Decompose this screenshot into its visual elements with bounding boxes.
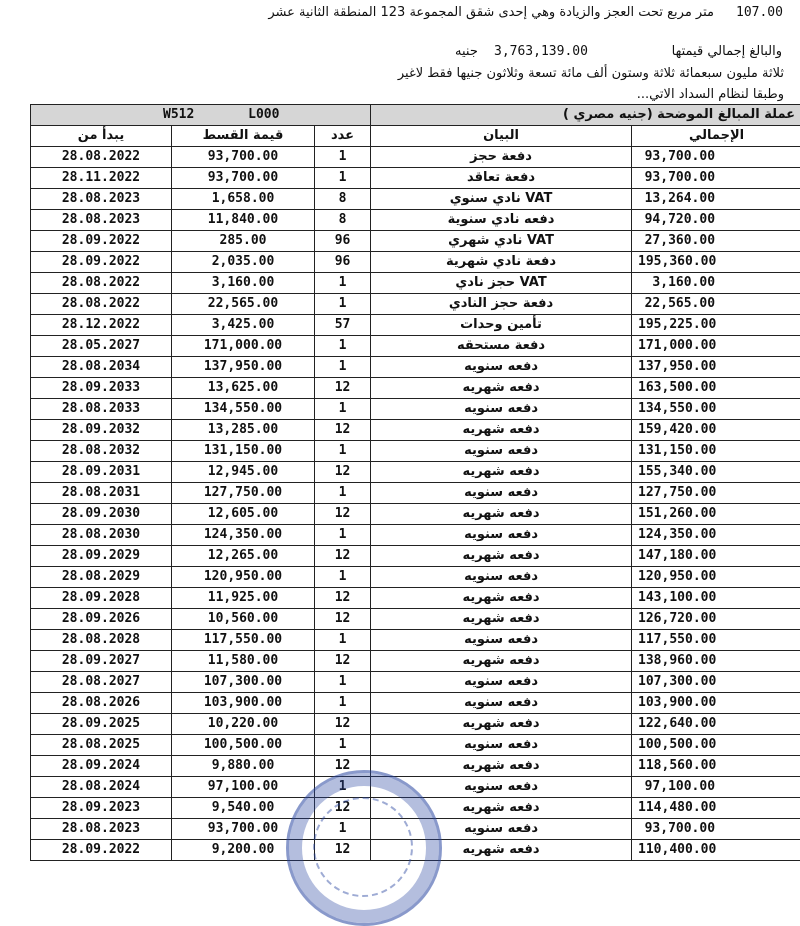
cell-installment: 93,700.00 [172, 819, 315, 840]
cell-description: دفعة نادي شهرية [371, 252, 632, 273]
table-row [31, 840, 800, 861]
total-in-words: ثلاثة مليون سبعمائة ثلاثة وستون ألف مائة تسعة وثلاثون جنيها فقط لاغير [398, 66, 784, 81]
cell-total: 171,000.00 [632, 336, 800, 357]
cell-total: 100,500.00 [632, 735, 800, 756]
cell-installment: 10,560.00 [172, 609, 315, 630]
cell-start-date: 28.09.2030 [31, 504, 172, 525]
cell-description: دفعه شهريه [371, 588, 632, 609]
cell-total: 93,700.00 [632, 147, 800, 168]
payment-note: وطبقا لنظام السداد الاتي... [637, 87, 784, 102]
cell-description: VAT نادي سنوي [371, 189, 632, 210]
cell-total: 107,300.00 [632, 672, 800, 693]
cell-count: 1 [315, 399, 371, 420]
cell-start-date: 28.09.2032 [31, 420, 172, 441]
cell-start-date: 28.08.2024 [31, 777, 172, 798]
cell-count: 1 [315, 693, 371, 714]
area-line [0, 5, 800, 25]
table-row [31, 777, 800, 798]
cell-start-date: 28.08.2026 [31, 693, 172, 714]
total-label: والبالغ إجمالي قيمتها [672, 44, 782, 59]
cell-total: 155,340.00 [632, 462, 800, 483]
table-row [31, 504, 800, 525]
cell-start-date: 28.08.2023 [31, 210, 172, 231]
cell-count: 12 [315, 462, 371, 483]
table-row [31, 756, 800, 777]
cell-installment: 11,580.00 [172, 651, 315, 672]
cell-total: 27,360.00 [632, 231, 800, 252]
table-row [31, 525, 800, 546]
cell-start-date: 28.08.2025 [31, 735, 172, 756]
cell-description: دفعه شهريه [371, 840, 632, 861]
cell-total: 143,100.00 [632, 588, 800, 609]
cell-description: دفعه سنويه [371, 399, 632, 420]
cell-installment: 22,565.00 [172, 294, 315, 315]
cell-description: دفعه سنويه [371, 672, 632, 693]
cell-installment: 12,265.00 [172, 546, 315, 567]
cell-count: 1 [315, 336, 371, 357]
cell-count: 1 [315, 441, 371, 462]
table-row [31, 735, 800, 756]
cell-start-date: 28.08.2023 [31, 189, 172, 210]
table-row [31, 567, 800, 588]
cell-total: 126,720.00 [632, 609, 800, 630]
cell-description: دفعه نادي سنوية [371, 210, 632, 231]
cell-installment: 171,000.00 [172, 336, 315, 357]
cell-description: دفعه سنويه [371, 441, 632, 462]
cell-installment: 137,950.00 [172, 357, 315, 378]
column-header-description: البيان [371, 126, 632, 147]
cell-count: 12 [315, 798, 371, 819]
cell-start-date: 28.09.2022 [31, 840, 172, 861]
cell-description: دفعة مستحقه [371, 336, 632, 357]
area-value: 107.00 [736, 5, 783, 20]
cell-start-date: 28.08.2034 [31, 357, 172, 378]
cell-count: 12 [315, 504, 371, 525]
cell-start-date: 28.08.2027 [31, 672, 172, 693]
cell-start-date: 28.08.2022 [31, 294, 172, 315]
cell-start-date: 28.09.2025 [31, 714, 172, 735]
table-row [31, 315, 800, 336]
table-row [31, 546, 800, 567]
table-row [31, 189, 800, 210]
total-currency: جنيه [455, 44, 478, 59]
unit-codes-cell [31, 105, 371, 126]
cell-total: 120,950.00 [632, 567, 800, 588]
cell-count: 12 [315, 651, 371, 672]
cell-count: 12 [315, 378, 371, 399]
cell-count: 1 [315, 147, 371, 168]
cell-installment: 10,220.00 [172, 714, 315, 735]
table-header-row [31, 126, 800, 147]
cell-description: دفعه شهريه [371, 756, 632, 777]
cell-description: دفعه سنويه [371, 483, 632, 504]
table-row [31, 399, 800, 420]
cell-total: 110,400.00 [632, 840, 800, 861]
currency-note: عملة المبالغ الموضحة (جنيه مصري ) [371, 105, 800, 126]
cell-total: 138,960.00 [632, 651, 800, 672]
cell-start-date: 28.12.2022 [31, 315, 172, 336]
cell-count: 8 [315, 189, 371, 210]
cell-count: 12 [315, 609, 371, 630]
cell-count: 12 [315, 588, 371, 609]
cell-count: 1 [315, 525, 371, 546]
cell-description: دفعه سنويه [371, 777, 632, 798]
cell-count: 1 [315, 483, 371, 504]
cell-start-date: 28.08.2028 [31, 630, 172, 651]
table-row [31, 294, 800, 315]
cell-count: 1 [315, 567, 371, 588]
table-row [31, 483, 800, 504]
cell-count: 96 [315, 252, 371, 273]
cell-description: دفعة تعاقد [371, 168, 632, 189]
unit-code-1: W512 [163, 105, 194, 125]
table-row [31, 231, 800, 252]
table-row [31, 798, 800, 819]
cell-count: 12 [315, 546, 371, 567]
cell-total: 22,565.00 [632, 294, 800, 315]
cell-installment: 100,500.00 [172, 735, 315, 756]
table-row [31, 672, 800, 693]
cell-total: 122,640.00 [632, 714, 800, 735]
table-row [31, 273, 800, 294]
table-row [31, 441, 800, 462]
column-header-total: الإجمالي [632, 126, 800, 147]
total-line [0, 44, 800, 64]
cell-start-date: 28.08.2029 [31, 567, 172, 588]
cell-description: دفعه شهريه [371, 714, 632, 735]
cell-description: VAT حجز نادي [371, 273, 632, 294]
table-row [31, 630, 800, 651]
cell-installment: 11,840.00 [172, 210, 315, 231]
table-row [31, 252, 800, 273]
cell-description: دفعه شهريه [371, 378, 632, 399]
cell-description: دفعه سنويه [371, 525, 632, 546]
cell-total: 103,900.00 [632, 693, 800, 714]
cell-start-date: 28.08.2031 [31, 483, 172, 504]
cell-count: 1 [315, 777, 371, 798]
cell-count: 8 [315, 210, 371, 231]
payment-note-line [0, 87, 800, 105]
total-in-words-line [0, 66, 800, 86]
cell-description: دفعه سنويه [371, 735, 632, 756]
cell-total: 13,264.00 [632, 189, 800, 210]
cell-installment: 9,540.00 [172, 798, 315, 819]
cell-start-date: 28.09.2023 [31, 798, 172, 819]
cell-installment: 285.00 [172, 231, 315, 252]
table-row [31, 714, 800, 735]
cell-start-date: 28.09.2033 [31, 378, 172, 399]
cell-description: دفعه شهريه [371, 609, 632, 630]
cell-start-date: 28.09.2022 [31, 231, 172, 252]
cell-count: 12 [315, 714, 371, 735]
cell-total: 114,480.00 [632, 798, 800, 819]
table-band-row [31, 105, 800, 126]
cell-description: دفعه شهريه [371, 462, 632, 483]
column-header-count: عدد [315, 126, 371, 147]
cell-total: 137,950.00 [632, 357, 800, 378]
cell-description: دفعه سنويه [371, 693, 632, 714]
cell-description: دفعة حجز [371, 147, 632, 168]
cell-count: 1 [315, 273, 371, 294]
cell-description: تأمين وحدات [371, 315, 632, 336]
cell-installment: 107,300.00 [172, 672, 315, 693]
cell-description: دفعه شهريه [371, 546, 632, 567]
cell-total: 151,260.00 [632, 504, 800, 525]
cell-description: دفعه شهريه [371, 651, 632, 672]
cell-count: 1 [315, 819, 371, 840]
cell-total: 117,550.00 [632, 630, 800, 651]
cell-start-date: 28.09.2024 [31, 756, 172, 777]
cell-start-date: 28.09.2029 [31, 546, 172, 567]
cell-start-date: 28.11.2022 [31, 168, 172, 189]
cell-start-date: 28.09.2022 [31, 252, 172, 273]
cell-installment: 12,605.00 [172, 504, 315, 525]
cell-installment: 93,700.00 [172, 147, 315, 168]
cell-installment: 11,925.00 [172, 588, 315, 609]
cell-start-date: 28.08.2033 [31, 399, 172, 420]
cell-installment: 93,700.00 [172, 168, 315, 189]
cell-total: 195,360.00 [632, 252, 800, 273]
cell-count: 12 [315, 420, 371, 441]
cell-installment: 13,285.00 [172, 420, 315, 441]
cell-count: 1 [315, 672, 371, 693]
cell-total: 195,225.00 [632, 315, 800, 336]
table-row [31, 420, 800, 441]
cell-start-date: 28.09.2028 [31, 588, 172, 609]
cell-installment: 97,100.00 [172, 777, 315, 798]
column-header-start: يبدأ من [31, 126, 172, 147]
cell-installment: 124,350.00 [172, 525, 315, 546]
cell-count: 1 [315, 294, 371, 315]
table-row [31, 462, 800, 483]
cell-total: 3,160.00 [632, 273, 800, 294]
cell-count: 12 [315, 756, 371, 777]
table-row [31, 210, 800, 231]
cell-start-date: 28.09.2027 [31, 651, 172, 672]
cell-description: دفعه شهريه [371, 504, 632, 525]
cell-installment: 3,425.00 [172, 315, 315, 336]
cell-total: 134,550.00 [632, 399, 800, 420]
cell-total: 97,100.00 [632, 777, 800, 798]
cell-total: 93,700.00 [632, 168, 800, 189]
cell-installment: 131,150.00 [172, 441, 315, 462]
column-header-installment: قيمة القسط [172, 126, 315, 147]
cell-count: 1 [315, 630, 371, 651]
cell-installment: 13,625.00 [172, 378, 315, 399]
cell-count: 12 [315, 840, 371, 861]
cell-description: دفعة حجز النادي [371, 294, 632, 315]
cell-installment: 127,750.00 [172, 483, 315, 504]
cell-total: 163,500.00 [632, 378, 800, 399]
table-row [31, 168, 800, 189]
table-row [31, 693, 800, 714]
cell-start-date: 28.08.2022 [31, 147, 172, 168]
cell-total: 131,150.00 [632, 441, 800, 462]
cell-description: دفعه سنويه [371, 357, 632, 378]
unit-code-2: L000 [248, 105, 279, 125]
table-row [31, 378, 800, 399]
cell-start-date: 28.09.2031 [31, 462, 172, 483]
table-row [31, 651, 800, 672]
cell-count: 57 [315, 315, 371, 336]
cell-installment: 134,550.00 [172, 399, 315, 420]
cell-start-date: 28.08.2032 [31, 441, 172, 462]
cell-total: 118,560.00 [632, 756, 800, 777]
cell-total: 93,700.00 [632, 819, 800, 840]
cell-start-date: 28.08.2030 [31, 525, 172, 546]
cell-start-date: 28.08.2023 [31, 819, 172, 840]
table-row [31, 819, 800, 840]
cell-start-date: 28.05.2027 [31, 336, 172, 357]
cell-count: 96 [315, 231, 371, 252]
cell-installment: 2,035.00 [172, 252, 315, 273]
cell-count: 1 [315, 735, 371, 756]
cell-installment: 9,200.00 [172, 840, 315, 861]
cell-count: 1 [315, 357, 371, 378]
cell-description: دفعه شهريه [371, 420, 632, 441]
cell-installment: 117,550.00 [172, 630, 315, 651]
cell-installment: 1,658.00 [172, 189, 315, 210]
table-row [31, 336, 800, 357]
table-row [31, 588, 800, 609]
cell-total: 127,750.00 [632, 483, 800, 504]
cell-start-date: 28.08.2022 [31, 273, 172, 294]
cell-total: 124,350.00 [632, 525, 800, 546]
payment-schedule-table [30, 104, 800, 861]
total-amount: 3,763,139.00 [494, 44, 588, 59]
cell-description: VAT نادي شهري [371, 231, 632, 252]
cell-count: 1 [315, 168, 371, 189]
cell-installment: 3,160.00 [172, 273, 315, 294]
cell-description: دفعه سنويه [371, 819, 632, 840]
cell-installment: 12,945.00 [172, 462, 315, 483]
cell-total: 94,720.00 [632, 210, 800, 231]
cell-installment: 120,950.00 [172, 567, 315, 588]
table-row [31, 357, 800, 378]
cell-start-date: 28.09.2026 [31, 609, 172, 630]
cell-description: دفعه شهريه [371, 798, 632, 819]
cell-total: 147,180.00 [632, 546, 800, 567]
cell-installment: 103,900.00 [172, 693, 315, 714]
cell-description: دفعه سنويه [371, 630, 632, 651]
cell-total: 159,420.00 [632, 420, 800, 441]
cell-installment: 9,880.00 [172, 756, 315, 777]
area-description: متر مربع تحت العجز والزيادة وهي إحدى شقق المجموعة 123 المنطقة الثانية عشر [268, 5, 714, 20]
table-row [31, 147, 800, 168]
table-row [31, 609, 800, 630]
cell-description: دفعه سنويه [371, 567, 632, 588]
